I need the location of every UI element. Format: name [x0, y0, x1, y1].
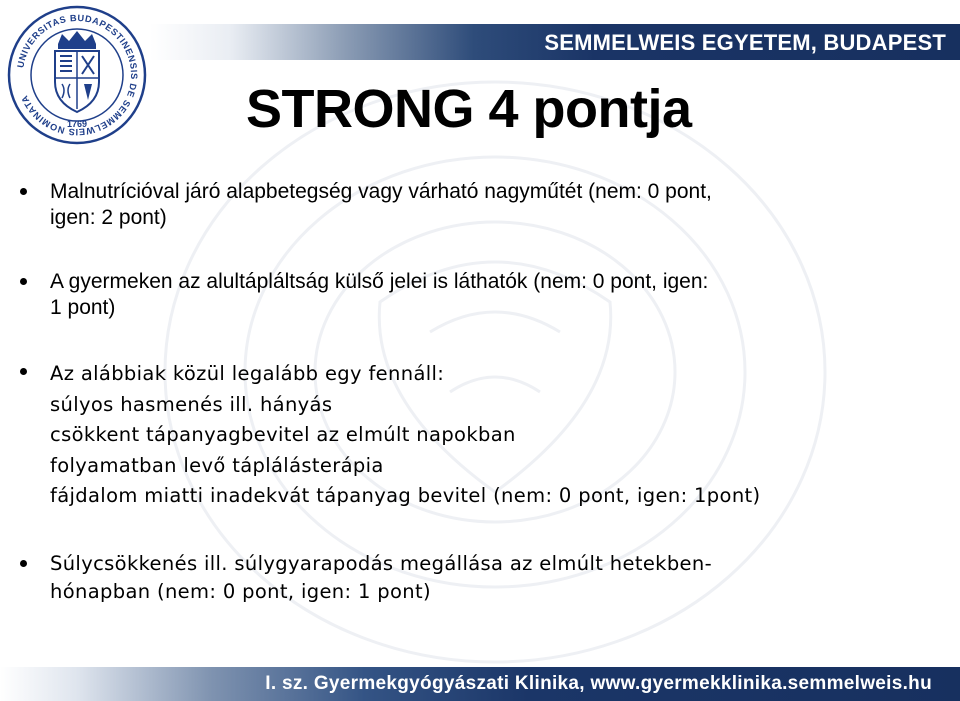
bullet-line: Malnutrícióval járó alapbetegség vagy várható nagyműtét (nem: 0 pont, — [50, 180, 712, 203]
bullet-item-external-signs — [50, 269, 940, 321]
footer-text: I. sz. Gyermekgyógyászati Klinika, www.gyermekklinika.semmelweis.hu — [265, 673, 932, 694]
bullet-line: fájdalom miatti inadekvát tápanyag bevitel (nem: 0 pont, igen: 1pont) — [50, 484, 761, 507]
bullet-line: súlyos hasmenés ill. hányás — [50, 392, 333, 416]
bullet-line: hónapban (nem: 0 pont, igen: 1 pont) — [50, 580, 431, 603]
bullet-line: A gyermeken az alultápláltság külső jelei is láthatók (nem: 0 pont, igen: — [50, 270, 709, 293]
bullet-item-malnutrition — [50, 179, 940, 231]
seal-ring-text: UNIVERSITAS BUDAPESTINENSIS DE SEMMELWEIS NOMINATA — [15, 12, 140, 138]
bullet-line: folyamatban levő táplálásterápia — [50, 453, 384, 477]
seal-year: 1769 — [66, 119, 88, 129]
bullet-item-weight-loss — [50, 550, 940, 606]
bullet-line: igen: 2 pont) — [50, 206, 167, 229]
bullet-dot — [20, 278, 27, 285]
bullet-dot — [20, 188, 27, 195]
bullet-line: 1 pont) — [50, 296, 116, 319]
bullet-dot — [20, 560, 27, 567]
slide-title: STRONG 4 pontja — [246, 79, 692, 139]
bullet-dot — [20, 368, 27, 375]
bullet-line: csökkent tápanyagbevitel az elmúlt napokban — [50, 423, 516, 446]
footer-bar — [0, 667, 960, 701]
institution-name: SEMMELWEIS EGYETEM, BUDAPEST — [544, 30, 946, 55]
bullet-item-conditions — [50, 359, 940, 512]
bullet-line: Súlycsökkenés ill. súlygyarapodás megállása az elmúlt hetekben- — [50, 552, 712, 575]
bullet-line: Az alábbiak közül legalább egy fennáll: — [50, 362, 445, 385]
